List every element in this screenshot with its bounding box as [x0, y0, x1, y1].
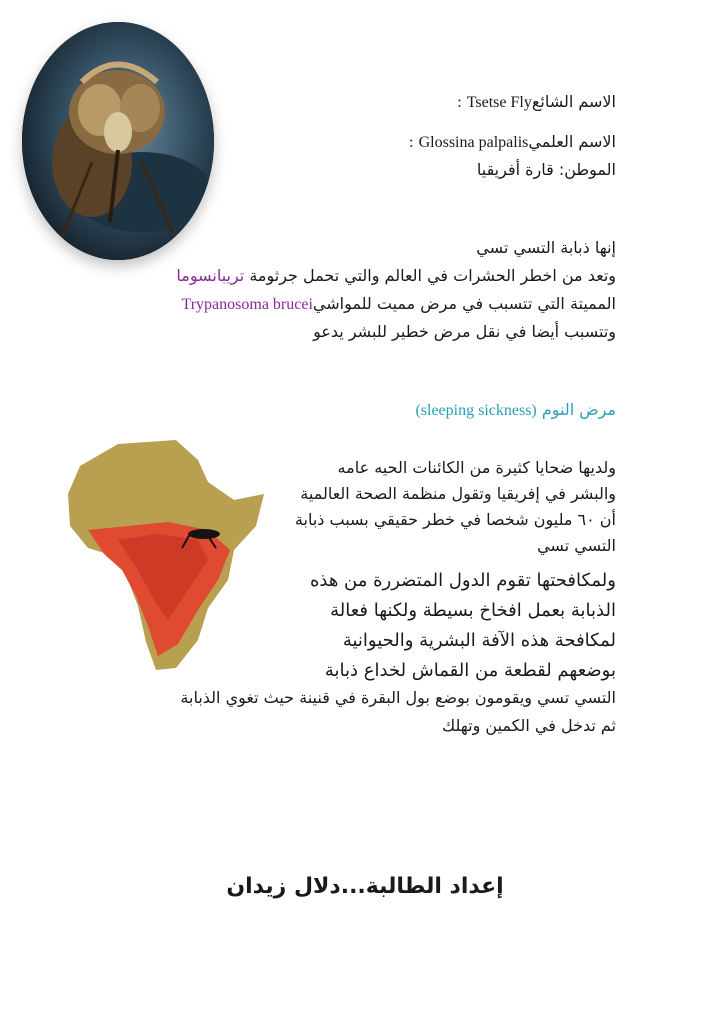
- victims-line-1: ولديها ضحايا كثيرة من الكائنات الحيه عامه: [337, 458, 616, 477]
- intro-line-4: وتتسبب أيضا في نقل مرض خطير للبشر يدعو: [313, 322, 616, 341]
- intro-line-3: [182, 294, 617, 314]
- control-line-2: الذبابة بعمل افخاخ بسيطة ولكنها فعالة: [330, 600, 616, 621]
- intro-line-1: إنها ذبابة التسي تسي: [476, 238, 616, 257]
- tsetse-fly-photo: [22, 22, 214, 260]
- common-name-line: [457, 92, 616, 112]
- control-line-5: التسي تسي ويقومون بوضع بول البقرة في قنينة حيث تغوي الذبابة: [180, 688, 616, 707]
- control-line-1: ولمكافحتها تقوم الدول المتضررة من هذه: [309, 570, 616, 591]
- control-line-3: لمكافحة هذه الآفة البشرية والحيوانية: [342, 630, 616, 651]
- habitat-line: الموطن: قارة أفريقيا: [476, 160, 616, 179]
- disease-english: (sleeping sickness): [415, 402, 537, 419]
- disease-heading: [415, 400, 616, 420]
- victims-line-4: التسي تسي: [537, 536, 616, 555]
- victims-line-2: والبشر في إفريقيا وتقول منظمة الصحة العالمية: [300, 484, 616, 503]
- trypanosoma-arabic: تريبانسوما: [176, 266, 245, 285]
- scientific-name-label: الاسم العلمي: [528, 132, 616, 151]
- author-signature: إعداد الطالبة...دلال زيدان: [226, 874, 504, 899]
- control-line-4: بوضعهم لقطعة من القماش لخداع ذبابة: [324, 660, 616, 681]
- intro-line-2: [176, 266, 616, 285]
- common-name-label: الاسم الشائع: [531, 92, 616, 111]
- common-name-value: Tsetse Fly: [466, 94, 532, 111]
- africa-map-image: [58, 430, 278, 680]
- victims-line-3: أن ٦٠ مليون شخصا في خطر حقيقي بسبب ذبابة: [294, 510, 616, 529]
- intro-line-3-text: المميتة التي تتسبب في مرض مميت للمواشي: [312, 294, 616, 313]
- scientific-name-value: Glossina palpalis: [418, 134, 529, 151]
- intro-line-2-text: وتعد من اخطر الحشرات في العالم والتي تحمل جرثومة: [249, 266, 616, 285]
- disease-arabic: مرض النوم: [541, 400, 616, 419]
- control-line-6: ثم تدخل في الكمين وتهلك: [441, 716, 616, 735]
- trypanosoma-latin: Trypanosoma brucei: [181, 296, 313, 313]
- scientific-name-line: [409, 132, 616, 152]
- scientific-name-colon: :: [409, 134, 414, 151]
- common-name-colon: :: [457, 94, 462, 111]
